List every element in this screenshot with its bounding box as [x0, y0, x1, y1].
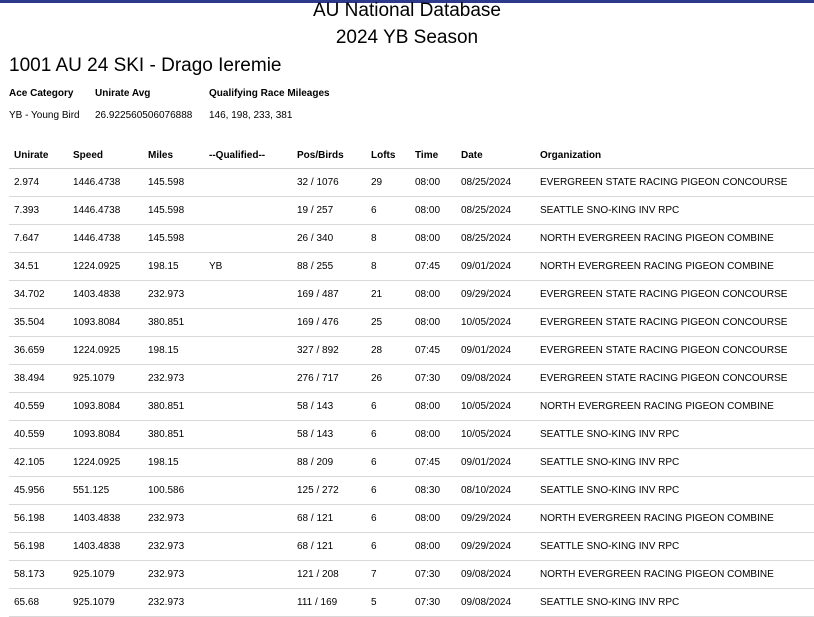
header-date: Date — [456, 143, 535, 169]
speed-cell: 1403.4838 — [68, 505, 143, 533]
pos-birds-cell: 169 / 476 — [292, 309, 366, 337]
organization-cell: EVERGREEN STATE RACING PIGEON CONCOURSE — [535, 309, 814, 337]
speed-cell: 1224.0925 — [68, 253, 143, 281]
organization-cell: SEATTLE SNO-KING INV RPC — [535, 421, 814, 449]
pos-birds-cell: 32 / 1076 — [292, 169, 366, 197]
table-row — [9, 561, 814, 589]
qualified-cell — [204, 449, 292, 477]
lofts-cell: 6 — [366, 449, 410, 477]
unirate-cell: 45.956 — [9, 477, 68, 505]
pos-birds-cell: 121 / 208 — [292, 561, 366, 589]
lofts-cell: 5 — [366, 589, 410, 617]
table-row — [9, 393, 814, 421]
date-cell: 08/25/2024 — [456, 169, 535, 197]
miles-cell: 100.586 — [143, 477, 204, 505]
miles-cell: 145.598 — [143, 169, 204, 197]
date-cell: 10/05/2024 — [456, 309, 535, 337]
time-cell: 08:30 — [410, 477, 456, 505]
table-row — [9, 309, 814, 337]
qualified-cell — [204, 169, 292, 197]
qualified-cell — [204, 225, 292, 253]
pos-birds-cell: 111 / 169 — [292, 589, 366, 617]
table-row — [9, 449, 814, 477]
unirate-cell: 56.198 — [9, 505, 68, 533]
speed-cell: 1093.8084 — [68, 309, 143, 337]
miles-cell: 232.973 — [143, 281, 204, 309]
header-pos-birds: Pos/Birds — [292, 143, 366, 169]
ace-category-value: YB - Young Bird — [9, 110, 80, 121]
season-title: 2024 YB Season — [335, 27, 479, 48]
lofts-cell: 8 — [366, 225, 410, 253]
table-row — [9, 365, 814, 393]
qualified-cell — [204, 477, 292, 505]
lofts-cell: 6 — [366, 197, 410, 225]
bird-title: 1001 AU 24 SKI - Drago Ieremie — [9, 55, 282, 76]
lofts-cell: 6 — [366, 533, 410, 561]
organization-cell: SEATTLE SNO-KING INV RPC — [535, 533, 814, 561]
organization-cell: SEATTLE SNO-KING INV RPC — [535, 589, 814, 617]
date-cell: 10/05/2024 — [456, 421, 535, 449]
organization-cell: SEATTLE SNO-KING INV RPC — [535, 197, 814, 225]
speed-cell: 1093.8084 — [68, 393, 143, 421]
date-cell: 08/25/2024 — [456, 225, 535, 253]
date-cell: 09/08/2024 — [456, 365, 535, 393]
lofts-cell: 29 — [366, 169, 410, 197]
speed-cell: 1403.4838 — [68, 533, 143, 561]
organization-cell: EVERGREEN STATE RACING PIGEON CONCOURSE — [535, 365, 814, 393]
time-cell: 08:00 — [410, 421, 456, 449]
table-row — [9, 281, 814, 309]
speed-cell: 925.1079 — [68, 561, 143, 589]
table-row — [9, 589, 814, 617]
table-row — [9, 477, 814, 505]
speed-cell: 551.125 — [68, 477, 143, 505]
qualifying-label: Qualifying Race Mileages — [209, 88, 330, 99]
unirate-cell: 2.974 — [9, 169, 68, 197]
qualified-cell — [204, 309, 292, 337]
time-cell: 08:00 — [410, 197, 456, 225]
qualified-cell — [204, 505, 292, 533]
organization-cell: NORTH EVERGREEN RACING PIGEON COMBINE — [535, 253, 814, 281]
time-cell: 07:30 — [410, 365, 456, 393]
table-row — [9, 421, 814, 449]
date-cell: 09/01/2024 — [456, 337, 535, 365]
pos-birds-cell: 58 / 143 — [292, 393, 366, 421]
header-unirate: Unirate — [9, 143, 68, 169]
date-cell: 09/08/2024 — [456, 589, 535, 617]
time-cell: 07:30 — [410, 589, 456, 617]
unirate-cell: 35.504 — [9, 309, 68, 337]
qualified-cell — [204, 589, 292, 617]
miles-cell: 232.973 — [143, 505, 204, 533]
date-cell: 09/01/2024 — [456, 449, 535, 477]
lofts-cell: 6 — [366, 477, 410, 505]
table-row — [9, 533, 814, 561]
speed-cell: 925.1079 — [68, 589, 143, 617]
organization-cell: SEATTLE SNO-KING INV RPC — [535, 449, 814, 477]
time-cell: 07:45 — [410, 337, 456, 365]
date-cell: 09/08/2024 — [456, 561, 535, 589]
header-organization: Organization — [535, 143, 814, 169]
unirate-cell: 42.105 — [9, 449, 68, 477]
qualified-cell — [204, 337, 292, 365]
lofts-cell: 21 — [366, 281, 410, 309]
organization-cell: EVERGREEN STATE RACING PIGEON CONCOURSE — [535, 169, 814, 197]
unirate-avg-label: Unirate Avg — [95, 88, 151, 99]
pos-birds-cell: 88 / 209 — [292, 449, 366, 477]
miles-cell: 232.973 — [143, 561, 204, 589]
miles-cell: 198.15 — [143, 253, 204, 281]
table-row — [9, 197, 814, 225]
miles-cell: 198.15 — [143, 337, 204, 365]
speed-cell: 925.1079 — [68, 365, 143, 393]
pos-birds-cell: 88 / 255 — [292, 253, 366, 281]
qualified-cell — [204, 533, 292, 561]
pos-birds-cell: 169 / 487 — [292, 281, 366, 309]
date-cell: 08/10/2024 — [456, 477, 535, 505]
table-header-row — [9, 143, 814, 169]
pos-birds-cell: 125 / 272 — [292, 477, 366, 505]
pos-birds-cell: 58 / 143 — [292, 421, 366, 449]
pos-birds-cell: 68 / 121 — [292, 505, 366, 533]
qualified-cell — [204, 197, 292, 225]
date-cell: 09/29/2024 — [456, 533, 535, 561]
unirate-cell: 7.647 — [9, 225, 68, 253]
miles-cell: 145.598 — [143, 197, 204, 225]
date-cell: 09/29/2024 — [456, 281, 535, 309]
table-row — [9, 225, 814, 253]
qualified-cell — [204, 365, 292, 393]
qualified-cell — [204, 561, 292, 589]
qualified-cell: YB — [204, 253, 292, 281]
speed-cell: 1446.4738 — [68, 225, 143, 253]
speed-cell: 1093.8084 — [68, 421, 143, 449]
speed-cell: 1446.4738 — [68, 169, 143, 197]
table-row — [9, 253, 814, 281]
qualified-cell — [204, 393, 292, 421]
header-qualified: --Qualified-- — [204, 143, 292, 169]
time-cell: 07:45 — [410, 253, 456, 281]
organization-cell: NORTH EVERGREEN RACING PIGEON COMBINE — [535, 505, 814, 533]
unirate-cell: 34.702 — [9, 281, 68, 309]
miles-cell: 198.15 — [143, 449, 204, 477]
date-cell: 08/25/2024 — [456, 197, 535, 225]
header-time: Time — [410, 143, 456, 169]
speed-cell: 1403.4838 — [68, 281, 143, 309]
time-cell: 08:00 — [410, 393, 456, 421]
results-table — [9, 143, 814, 617]
unirate-avg-value: 26.922560506076888 — [95, 110, 193, 121]
time-cell: 08:00 — [410, 533, 456, 561]
lofts-cell: 26 — [366, 365, 410, 393]
miles-cell: 145.598 — [143, 225, 204, 253]
lofts-cell: 25 — [366, 309, 410, 337]
organization-cell: SEATTLE SNO-KING INV RPC — [535, 477, 814, 505]
lofts-cell: 6 — [366, 505, 410, 533]
header-lofts: Lofts — [366, 143, 410, 169]
time-cell: 08:00 — [410, 225, 456, 253]
unirate-cell: 40.559 — [9, 393, 68, 421]
table-row — [9, 169, 814, 197]
time-cell: 07:30 — [410, 561, 456, 589]
pos-birds-cell: 19 / 257 — [292, 197, 366, 225]
date-cell: 09/01/2024 — [456, 253, 535, 281]
time-cell: 08:00 — [410, 505, 456, 533]
miles-cell: 232.973 — [143, 365, 204, 393]
lofts-cell: 8 — [366, 253, 410, 281]
time-cell: 08:00 — [410, 169, 456, 197]
unirate-cell: 65.68 — [9, 589, 68, 617]
organization-cell: NORTH EVERGREEN RACING PIGEON COMBINE — [535, 225, 814, 253]
time-cell: 08:00 — [410, 309, 456, 337]
date-cell: 09/29/2024 — [456, 505, 535, 533]
unirate-cell: 58.173 — [9, 561, 68, 589]
lofts-cell: 6 — [366, 421, 410, 449]
table-row — [9, 505, 814, 533]
qualified-cell — [204, 421, 292, 449]
miles-cell: 380.851 — [143, 393, 204, 421]
ace-category-label: Ace Category — [9, 88, 74, 99]
speed-cell: 1224.0925 — [68, 449, 143, 477]
miles-cell: 232.973 — [143, 533, 204, 561]
organization-cell: EVERGREEN STATE RACING PIGEON CONCOURSE — [535, 337, 814, 365]
pos-birds-cell: 327 / 892 — [292, 337, 366, 365]
unirate-cell: 34.51 — [9, 253, 68, 281]
qualified-cell — [204, 281, 292, 309]
lofts-cell: 7 — [366, 561, 410, 589]
pos-birds-cell: 26 / 340 — [292, 225, 366, 253]
table-body — [9, 169, 814, 617]
lofts-cell: 28 — [366, 337, 410, 365]
date-cell: 10/05/2024 — [456, 393, 535, 421]
unirate-cell: 38.494 — [9, 365, 68, 393]
header-speed: Speed — [68, 143, 143, 169]
unirate-cell: 40.559 — [9, 421, 68, 449]
miles-cell: 232.973 — [143, 589, 204, 617]
miles-cell: 380.851 — [143, 309, 204, 337]
unirate-cell: 36.659 — [9, 337, 68, 365]
speed-cell: 1224.0925 — [68, 337, 143, 365]
miles-cell: 380.851 — [143, 421, 204, 449]
organization-cell: EVERGREEN STATE RACING PIGEON CONCOURSE — [535, 281, 814, 309]
unirate-cell: 7.393 — [9, 197, 68, 225]
organization-cell: NORTH EVERGREEN RACING PIGEON COMBINE — [535, 393, 814, 421]
table-row — [9, 337, 814, 365]
lofts-cell: 6 — [366, 393, 410, 421]
qualifying-value: 146, 198, 233, 381 — [209, 110, 293, 121]
header-miles: Miles — [143, 143, 204, 169]
time-cell: 08:00 — [410, 281, 456, 309]
unirate-cell: 56.198 — [9, 533, 68, 561]
speed-cell: 1446.4738 — [68, 197, 143, 225]
pos-birds-cell: 276 / 717 — [292, 365, 366, 393]
page-title: AU National Database — [313, 0, 501, 21]
time-cell: 07:45 — [410, 449, 456, 477]
pos-birds-cell: 68 / 121 — [292, 533, 366, 561]
organization-cell: NORTH EVERGREEN RACING PIGEON COMBINE — [535, 561, 814, 589]
